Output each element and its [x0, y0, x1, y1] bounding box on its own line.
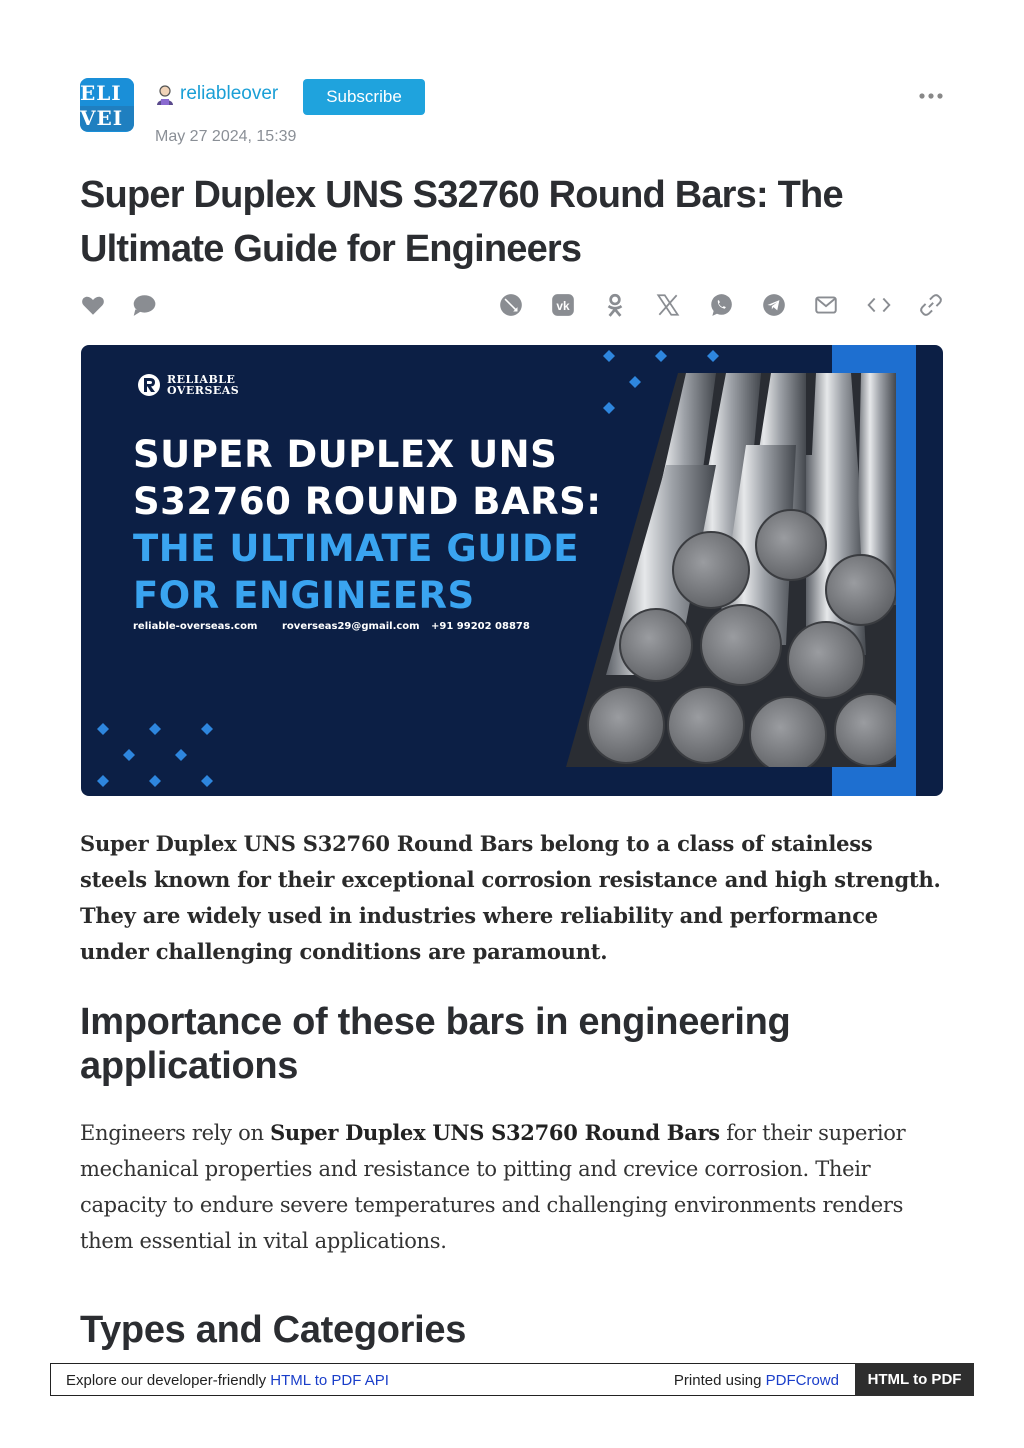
paragraph-text-start: Engineers rely on	[80, 1121, 271, 1145]
paragraph-text-end: for their superior mechanical properties and resistance to pitting and crevice corrosion. Their capacity to endure severe temperatures and challenging environments renders them essential in vital applications.	[80, 1121, 906, 1253]
hero-headline-4: FOR ENGINEERS	[133, 574, 475, 617]
section-heading-types: Types and Categories	[80, 1309, 467, 1351]
pdfcrowd-footer	[50, 1363, 974, 1396]
footer-right-text: Printed using	[673, 1372, 766, 1389]
hero-phone: +91 99202 08878	[431, 621, 530, 632]
vk-icon[interactable]	[550, 292, 576, 318]
section-heading-importance: Importance of these bars in engineering applications	[80, 1001, 791, 1087]
section-paragraph-importance	[80, 1115, 944, 1259]
whatsapp-icon[interactable]	[708, 292, 734, 318]
subscribe-button[interactable]: Subscribe	[303, 79, 425, 115]
publish-date: May 27 2024, 15:39	[155, 128, 297, 145]
footer-left	[66, 1372, 389, 1389]
comment-icon[interactable]	[131, 292, 157, 318]
heart-icon[interactable]	[80, 292, 106, 318]
avatar-text-line-2: VEI	[80, 106, 134, 131]
avatar-text-line-1: ELI	[80, 81, 134, 106]
svg-text:vk: vk	[556, 298, 570, 313]
hero-website: reliable-overseas.com	[133, 621, 258, 632]
html-to-pdf-api-link[interactable]: HTML to PDF API	[270, 1372, 389, 1389]
more-dots-icon[interactable]	[918, 86, 944, 106]
hero-brand-name: RELIABLE OVERSEAS	[167, 373, 240, 397]
hero-email: roverseas29@gmail.com	[282, 621, 420, 632]
post-header	[80, 78, 944, 148]
blog-avatar[interactable]	[80, 78, 134, 132]
post-title: Super Duplex UNS S32760 Round Bars: The Ultimate Guide for Engineers	[80, 174, 843, 270]
footer-left-text: Explore our developer-friendly	[66, 1372, 271, 1389]
author-link[interactable]: reliableover	[180, 83, 279, 104]
html-to-pdf-button[interactable]: HTML to PDF	[855, 1363, 974, 1396]
pdfcrowd-link[interactable]: PDFCrowd	[765, 1372, 839, 1389]
hero-banner	[81, 345, 943, 796]
hero-headline-3: THE ULTIMATE GUIDE	[133, 527, 580, 570]
link-icon[interactable]	[918, 292, 944, 318]
embed-icon[interactable]	[866, 292, 892, 318]
footer-right	[674, 1372, 839, 1389]
livejournal-icon[interactable]	[498, 292, 524, 318]
hero-headline-2: S32760 ROUND BARS:	[133, 480, 602, 523]
odnoklassniki-icon[interactable]	[602, 292, 628, 318]
steel-round-bars-image	[566, 345, 943, 796]
lead-paragraph: Super Duplex UNS S32760 Round Bars belong to a class of stainless steels known for their exceptional corrosion resistance and high strength. They are widely used in industries where reliability and performance under challenging conditions are paramount.	[80, 831, 941, 964]
paragraph-bold-term: Super Duplex UNS S32760 Round Bars	[270, 1120, 720, 1145]
telegram-icon[interactable]	[761, 292, 787, 318]
user-icon	[155, 84, 175, 106]
hero-headline-1: SUPER DUPLEX UNS	[133, 433, 558, 476]
email-icon[interactable]	[813, 292, 839, 318]
x-icon[interactable]	[655, 292, 681, 318]
action-bar	[80, 292, 944, 322]
